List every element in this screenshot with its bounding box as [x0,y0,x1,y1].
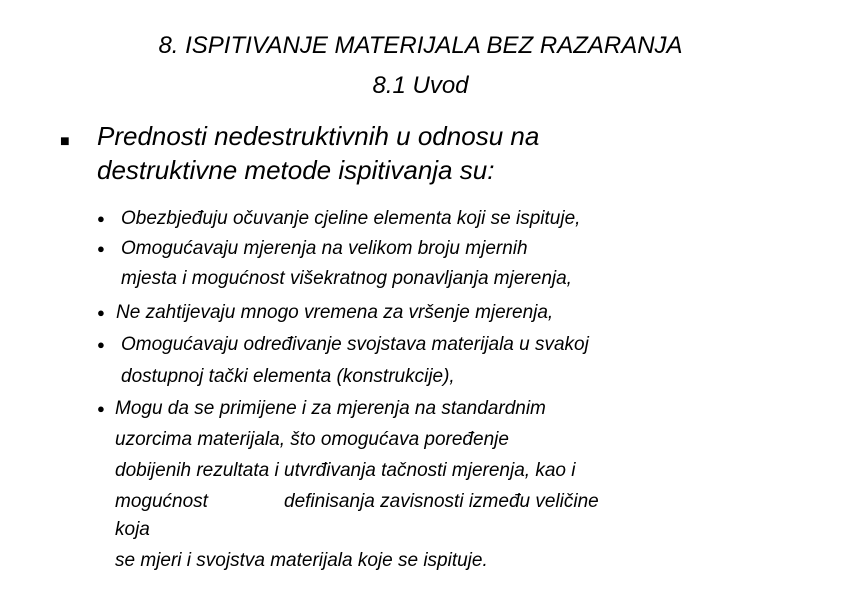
sub-bullet-4-line-1: Omogućavaju određivanje svojstava materijala u svakoj [121,334,589,355]
dot-bullet-icon: ● [97,241,105,256]
dot-bullet-icon: ● [97,305,105,320]
sub-bullet-5-line-6: se mjeri i svojstva materijala koje se ispituje. [115,550,488,571]
sub-bullet-4-line-2: dostupnoj tački elementa (konstrukcije), [121,366,455,387]
title-line-1: 8. ISPITIVANJE MATERIJALA BEZ RAZARANJA [158,32,683,59]
square-bullet-icon: ■ [60,133,70,150]
dot-bullet-icon: ● [97,401,105,416]
sub-bullet-3: Ne zahtijevaju mnogo vremena za vršenje mjerenja, [116,302,554,323]
sub-bullet-5-line-5: koja [115,519,150,540]
main-bullet-line-2: destruktivne metode ispitivanja su: [97,155,495,185]
main-bullet-line-1: Prednosti nedestruktivnih u odnosu na [97,121,540,151]
sub-bullet-2-line-2: mjesta i mogućnost višekratnog ponavljanja mjerenja, [121,268,572,289]
sub-bullet-5-line-1: Mogu da se primijene i za mjerenja na standardnim [115,398,546,419]
dot-bullet-icon: ● [97,211,105,226]
title-line-2: 8.1 Uvod [372,72,469,99]
sub-bullet-5-line-4a: mogućnost [115,491,208,512]
sub-bullet-5-line-2: uzorcima materijala, što omogućava poređenje [115,429,509,450]
sub-bullet-2-line-1: Omogućavaju mjerenja na velikom broju mjernih [121,238,528,259]
sub-bullet-5-line-3: dobijenih rezultata i utvrđivanja tačnosti mjerenja, kao i [115,460,576,481]
sub-bullet-5-line-4b: definisanja zavisnosti između veličine [284,491,599,512]
dot-bullet-icon: ● [97,337,105,352]
sub-bullet-1: Obezbjeđuju očuvanje cjeline elementa koji se ispituje, [121,208,581,229]
